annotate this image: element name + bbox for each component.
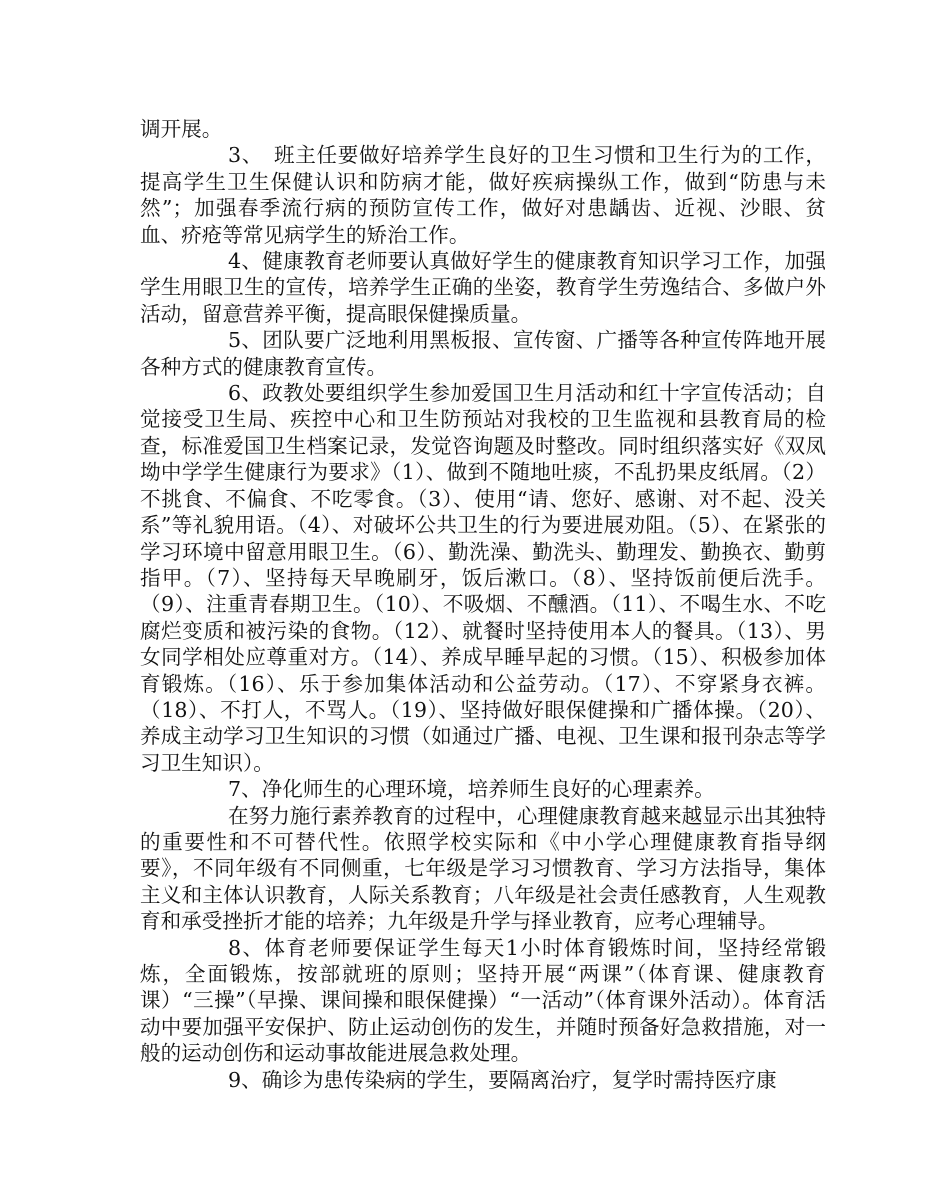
paragraph-item-5-team-publicity: 5、团队要广泛地利用黑板报、宣传窗、广播等各种宣传阵地开展各种方式的健康教育宣传。	[140, 328, 826, 379]
paragraph-item-8-pe-teacher: 8、体育老师要保证学生每天1小时体育锻炼时间，坚持经常锻炼，全面锻炼，按部就班的原则；坚持开展“两课”（体育课、健康教育课）“三操”（早操、课间操和眼保健操）“一活动”（体育课外活动）。体育活动中要加强平安保护、防止运动创伤的发生，并随时预备好急救措施，对一般的运动创伤和运动事故能进展急救处理。	[140, 935, 826, 1066]
paragraph-item-6-political-office: 6、政教处要组织学生参加爱国卫生月活动和红十字宣传活动；自觉接受卫生局、疾控中心和卫生防预站对我校的卫生监视和县教育局的检查，标准爱国卫生档案记录，发觉咨询题及时整改。同时组织落实好《双凤坳中学学生健康行为要求》（1）、做到不随地吐痰，不乱扔果皮纸屑。（2）不挑食、不偏食、不吃零食。（3）、使用“请、您好、感谢、对不起、没关系”等礼貌用语。（4）、对破坏公共卫生的行为要进展劝阻。（5）、在紧张的学习环境中留意用眼卫生。（6）、勤洗澡、勤洗头、勤理发、勤换衣、勤剪指甲。（7）、坚持每天早晚刷牙，饭后漱口。（8）、坚持饭前便后洗手。（9）、注重青春期卫生。（10）、不吸烟、不醺酒。（11）、不喝生水、不吃腐烂变质和被污染的食物。（12）、就餐时坚持使用本人的餐具。（13）、男女同学相处应尊重对方。（14）、养成早睡早起的习惯。（15）、积极参加体育锻炼。（16）、乐于参加集体活动和公益劳动。（17）、不穿紧身衣裤。（18）、不打人，不骂人。（19）、坚持做好眼保健操和广播体操。（20）、养成主动学习卫生知识的习惯（如通过广播、电视、卫生课和报刊杂志等学习卫生知识）。	[140, 381, 826, 775]
paragraph-item-7-mental-environment: 7、净化师生的心理环境，培养师生良好的心理素养。	[228, 777, 715, 802]
paragraph-continuation: 调开展。	[140, 117, 223, 141]
paragraph-item-9-infectious-disease: 9、确诊为患传染病的学生，要隔离治疗，复学时需持医疗康	[228, 1067, 777, 1092]
paragraph-item-4-health-teacher: 4、健康教育老师要认真做好学生的健康教育知识学习工作，加强学生用眼卫生的宣传，培养学生正确的坐姿，教育学生劳逸结合、多做户外活动，留意营养平衡，提高眼保健操质量。	[140, 249, 826, 326]
document-body	[140, 116, 826, 1093]
paragraph-item-3-class-teacher: 3、 班主任要做好培养学生良好的卫生习惯和卫生行为的工作，提高学生卫生保健认识和防病才能，做好疾病操纵工作，做到“防患与未然”；加强春季流行病的预防宣传工作，做好对患龋齿、近视、沙眼、贫血、疥疮等常见病学生的矫治工作。	[140, 143, 826, 247]
paragraph-mental-health-education: 在努力施行素养教育的过程中，心理健康教育越来越显示出其独特的重要性和不可替代性。依照学校实际和《中小学心理健康教育指导纲要》，不同年级有不同侧重，七年级是学习习惯教育、学习方法指导，集体主义和主体认识教育，人际关系教育；八年级是社会责任感教育，人生观教育和承受挫折才能的培养；九年级是升学与择业教育，应考心理辅导。	[140, 803, 826, 934]
